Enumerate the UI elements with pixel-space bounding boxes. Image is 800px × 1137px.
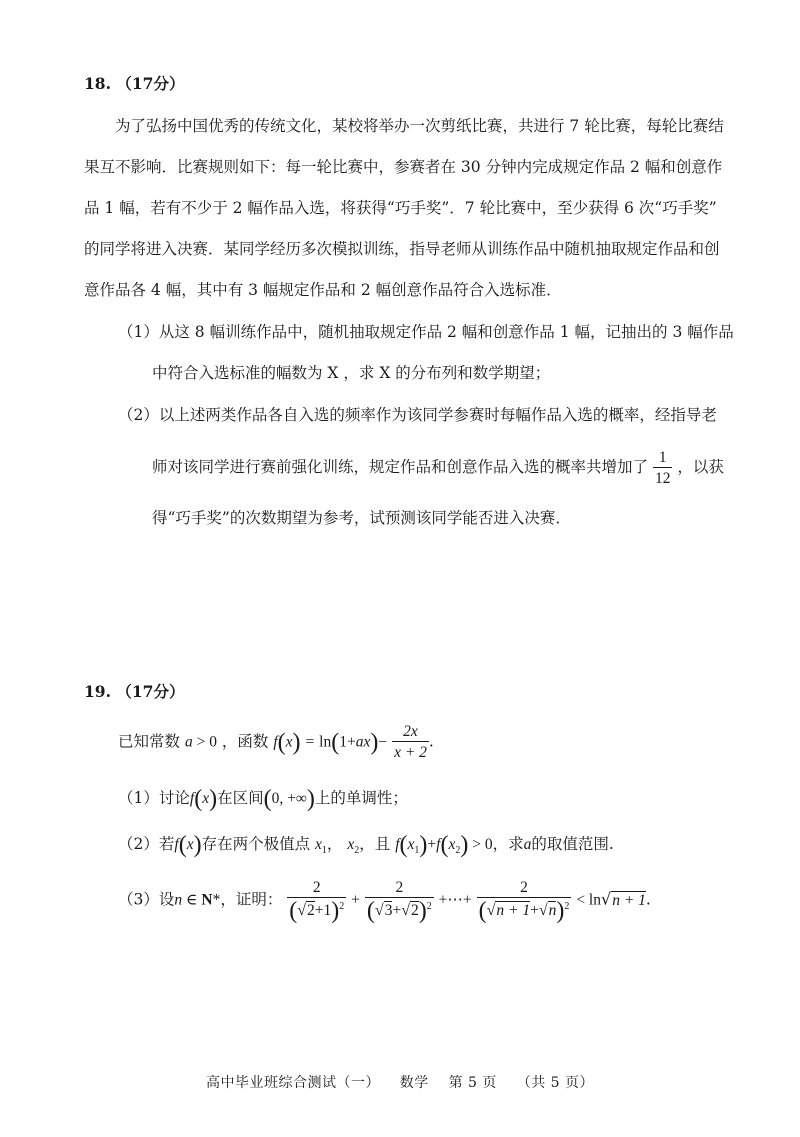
period: .: [428, 732, 434, 751]
func-f: f: [436, 836, 441, 853]
ln-operator: ln: [319, 733, 332, 751]
q19-part2-label: （2）若: [118, 835, 175, 853]
sqrt-icon: √: [297, 902, 307, 920]
plus-sign: +: [351, 891, 360, 909]
var-x: x: [285, 733, 293, 751]
footer-subject: 数学: [399, 1075, 429, 1091]
q19-points: （17分）: [116, 682, 185, 701]
q19-part2-condition: > 0: [468, 836, 493, 853]
var-x: x: [202, 790, 210, 807]
var-a: a: [523, 836, 532, 853]
q19-part1-label: （1）讨论: [118, 789, 190, 807]
q18-part2-text: ，以获: [677, 458, 724, 476]
q18-intro: [84, 106, 724, 311]
paren: (: [263, 786, 272, 812]
q19-part1-text: 在区间: [217, 789, 264, 807]
const-one: 1: [339, 733, 347, 751]
sqrt-icon: √: [374, 902, 384, 920]
paren: (: [178, 832, 187, 858]
q19-part3-label: （3）设: [118, 890, 175, 909]
q18-fraction-numerator: 1: [658, 448, 667, 466]
q18-number: 18.: [84, 74, 111, 93]
radicand: 2: [307, 902, 315, 920]
term-denominator: $(√3+√2)^2$: [366, 898, 432, 925]
var-x2: x: [448, 836, 456, 853]
q18-intro-line: 品 1 幅，若有不少于 2 幅作品入选，将获得“巧手奖”．7 轮比赛中，至少获得 6 次“巧手奖”: [84, 199, 717, 217]
q19-part1: [118, 786, 408, 811]
radicand: n: [548, 902, 557, 920]
plus-sign: +: [346, 733, 356, 751]
sum-term-1: [287, 878, 346, 923]
func-f: f: [174, 836, 179, 853]
equals-sign: =: [305, 733, 315, 751]
sqrt-icon: √: [601, 889, 612, 909]
term-denominator: $(√n + 1+√n)^2$: [478, 898, 570, 925]
paren: ): [306, 786, 315, 812]
q19-intro: [118, 722, 434, 763]
radicand: 3: [384, 902, 393, 920]
sqrt-icon: √: [538, 902, 548, 920]
q18-part2-line: （2）以上述两类作品各自入选的频率作为该同学参赛时每幅作品入选的概率，经指导老: [118, 406, 717, 424]
term-numerator: 2: [395, 879, 404, 896]
q19-condition: > 0: [192, 733, 217, 751]
q19-fraction: [392, 722, 429, 763]
paren: ): [419, 832, 428, 858]
q19-heading: [84, 680, 184, 702]
subscript: 2: [354, 845, 360, 857]
radicand: n + 1: [612, 891, 646, 909]
paren: ): [370, 729, 379, 756]
sqrt-icon: √: [486, 902, 496, 920]
q18-intro-line: 为了弘扬中国优秀的传统文化，某校将举办一次剪纸比赛，共进行 7 轮比赛，每轮比赛结: [115, 117, 724, 135]
paren: (: [277, 729, 286, 756]
q18-part2-line: 得“巧手奖”的次数期望为参考，试预测该同学能否进入决赛．: [152, 509, 571, 527]
q19-part2-text: ，求: [492, 835, 524, 853]
q18-part1-line: （1）从这 8 幅训练作品中，随机抽取规定作品 2 幅和创意作品 1 幅，记抽出的 3 幅作品: [118, 323, 734, 341]
q18-part2-line: [118, 436, 758, 498]
func-f: f: [273, 733, 278, 751]
footer-total: （共 5 页）: [516, 1075, 595, 1091]
ellipsis-sum: +⋯+: [438, 891, 472, 909]
q19-number: 19.: [84, 682, 111, 701]
q18-intro-line: 意作品各 4 幅，其中有 3 幅规定作品和 2 幅创意作品符合入选标准．: [84, 281, 562, 299]
period: .: [645, 890, 651, 909]
q19-part2-text: 的取值范围.: [531, 835, 614, 853]
paren: ): [460, 832, 469, 858]
term-ax: ax: [355, 733, 371, 751]
q19-part1-text: 上的单调性；: [314, 789, 408, 807]
q18-part2-text: 师对该同学进行赛前强化训练，规定作品和创意作品入选的概率共增加了: [152, 458, 649, 476]
q19-intro-text: 已知常数: [118, 732, 181, 751]
radicand: n + 1: [496, 902, 531, 920]
var-x2: x: [347, 836, 355, 853]
q18-intro-line: 果互不影响．比赛规则如下：每一轮比赛中，参赛者在 30 分钟内完成规定作品 2 幅和创意作: [84, 158, 723, 176]
term-denominator: $(√2+1)^2$: [289, 898, 345, 925]
footer-title: 高中毕业班综合测试（一）: [205, 1075, 380, 1091]
element-of: ∈: [182, 891, 202, 909]
sum-term-2: [365, 878, 434, 923]
q18-fraction-denominator: 12: [653, 467, 673, 488]
var-x1: x: [315, 836, 322, 853]
q19-fraction-numerator: 2x: [403, 723, 418, 740]
q19-part2: [118, 832, 614, 857]
interval: 0, +∞: [271, 790, 307, 807]
footer-page: 第 5 页: [448, 1075, 497, 1091]
func-f: f: [189, 790, 195, 807]
q18-heading: [84, 72, 184, 94]
paren: ): [292, 729, 301, 756]
term-numerator: 2: [312, 879, 321, 896]
q19-part3: [118, 878, 651, 923]
q18-part2: [118, 395, 758, 539]
var-x: x: [186, 836, 194, 853]
subscript: 1: [414, 845, 420, 857]
radicand: 2: [410, 902, 419, 920]
q19-part3-text: ，证明：: [220, 890, 283, 909]
q18-points: （17分）: [116, 74, 185, 93]
paren: ): [209, 786, 218, 812]
subscript: 1: [321, 845, 327, 857]
subscript: 2: [455, 845, 461, 857]
term-numerator: 2: [520, 879, 528, 896]
paren: (: [194, 786, 203, 812]
paren: (: [331, 729, 340, 756]
var-n: n: [174, 891, 183, 909]
var-x1: x: [407, 836, 415, 853]
q19-part2-text: 存在两个极值点: [201, 835, 311, 853]
q18-intro-line: 的同学将进入决赛．某同学经历多次模拟训练，指导老师从训练作品中随机抽取规定作品和创: [84, 240, 720, 258]
plus-sign: +: [427, 836, 437, 853]
minus-sign: −: [378, 733, 388, 751]
var-a: a: [184, 733, 193, 751]
q19-intro-text: ，函数: [221, 732, 269, 751]
comma: ，: [326, 835, 343, 853]
sqrt-icon: √: [401, 902, 410, 920]
paren: (: [440, 832, 449, 858]
sum-term-n: [477, 878, 572, 923]
less-than-ln: < ln: [576, 891, 601, 909]
q19-fraction-denominator: x + 2: [392, 741, 429, 762]
func-f: f: [395, 836, 400, 853]
q19-part2-text: ，且: [359, 835, 391, 853]
q18-part1-line: 中符合入选标准的幅数为 X ，求 X 的分布列和数学期望；: [152, 364, 551, 382]
star: *: [212, 891, 221, 909]
q18-part1: [118, 312, 738, 394]
q18-fraction: [653, 448, 673, 489]
page-footer: [0, 1072, 800, 1092]
natural-numbers: N: [201, 891, 213, 909]
paren: (: [399, 832, 408, 858]
paren: ): [193, 832, 202, 858]
